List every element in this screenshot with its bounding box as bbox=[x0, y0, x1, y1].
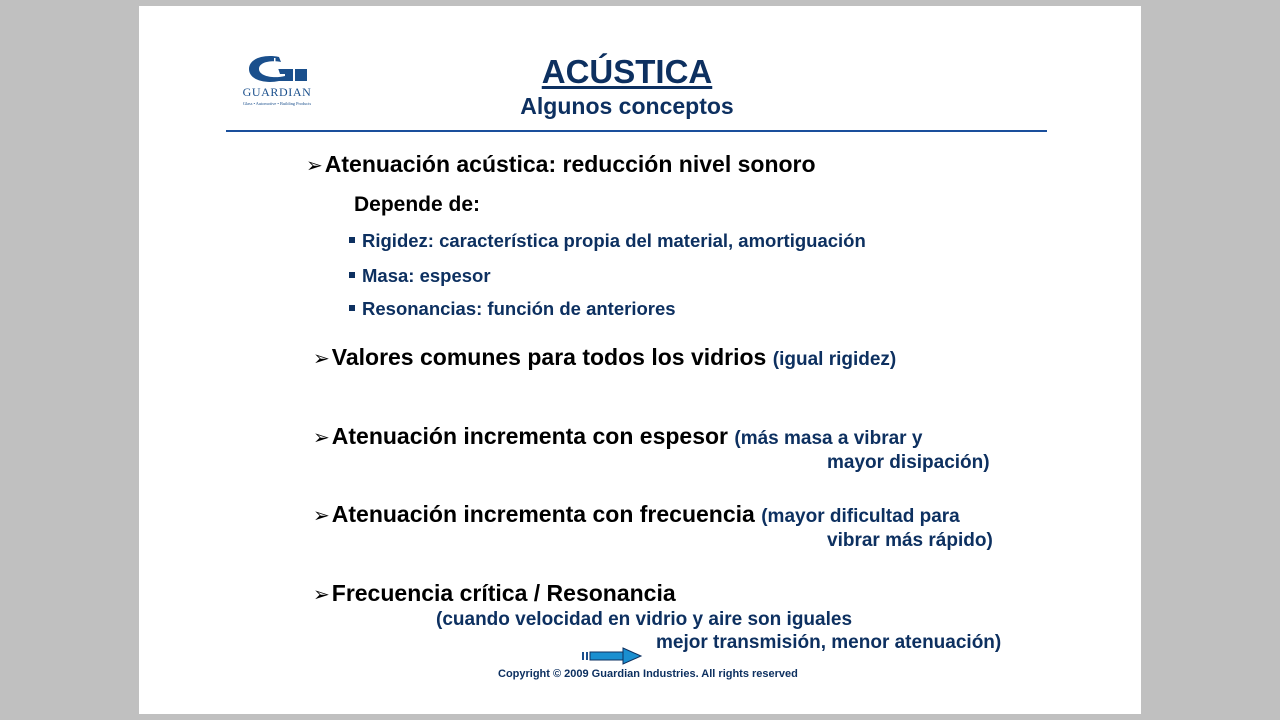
point-attenuation bbox=[306, 151, 816, 178]
point-thickness-note-1: (más masa a vibrar y bbox=[734, 428, 923, 449]
point-critical-frequency bbox=[313, 580, 676, 607]
list-item bbox=[349, 298, 676, 320]
point-common-values-note: (igual rigidez) bbox=[772, 349, 897, 370]
point-frequency bbox=[313, 501, 960, 528]
point-critical-frequency-note-1: (cuando velocidad en vidrio y aire son iguales bbox=[436, 609, 853, 630]
arrow-bullet-icon: ➢ bbox=[313, 427, 330, 449]
logo-tagline: Glass • Automotive • Building Products bbox=[242, 101, 312, 106]
point-critical-frequency-note-2: mejor transmisión, menor atenuación) bbox=[656, 632, 1002, 653]
point-thickness bbox=[313, 423, 922, 450]
arrow-bullet-icon: ➢ bbox=[306, 155, 323, 177]
copyright-notice: Copyright © 2009 Guardian Industries. All rights reserved bbox=[498, 668, 798, 680]
slide-title: ACÚSTICA bbox=[541, 53, 713, 90]
square-bullet-icon bbox=[349, 237, 355, 243]
point-thickness-note-2: mayor disipación) bbox=[827, 452, 990, 473]
bullet-masa: Masa: espesor bbox=[362, 265, 491, 286]
arrow-bullet-icon: ➢ bbox=[313, 505, 330, 527]
bullet-resonancias: Resonancias: función de anteriores bbox=[362, 298, 676, 319]
square-bullet-icon bbox=[349, 272, 355, 278]
depends-label: Depende de: bbox=[354, 193, 481, 216]
arrow-bullet-icon: ➢ bbox=[313, 348, 330, 370]
point-frequency-note-1: (mayor dificultad para bbox=[761, 506, 960, 527]
point-critical-frequency-text: Frecuencia crítica / Resonancia bbox=[331, 580, 676, 606]
point-frequency-text: Atenuación incrementa con frecuencia bbox=[331, 501, 755, 527]
point-common-values-text: Valores comunes para todos los vidrios bbox=[331, 344, 767, 370]
arrow-bullet-icon: ➢ bbox=[313, 584, 330, 606]
square-bullet-icon bbox=[349, 305, 355, 311]
bullet-rigidez: Rigidez: característica propia del material, amortiguación bbox=[362, 230, 866, 251]
list-item bbox=[349, 265, 491, 287]
point-thickness-text: Atenuación incrementa con espesor bbox=[331, 423, 728, 449]
logo-wordmark: GUARDIAN bbox=[242, 85, 312, 99]
slide bbox=[139, 6, 1141, 714]
slide-subtitle: Algunos conceptos bbox=[520, 93, 734, 119]
list-item bbox=[349, 230, 866, 252]
point-common-values bbox=[313, 344, 896, 371]
point-attenuation-text: Atenuación acústica: reducción nivel sonoro bbox=[324, 151, 816, 177]
point-frequency-note-2: vibrar más rápido) bbox=[827, 530, 993, 551]
header-divider bbox=[226, 130, 1047, 132]
right-arrow-icon bbox=[581, 647, 643, 665]
